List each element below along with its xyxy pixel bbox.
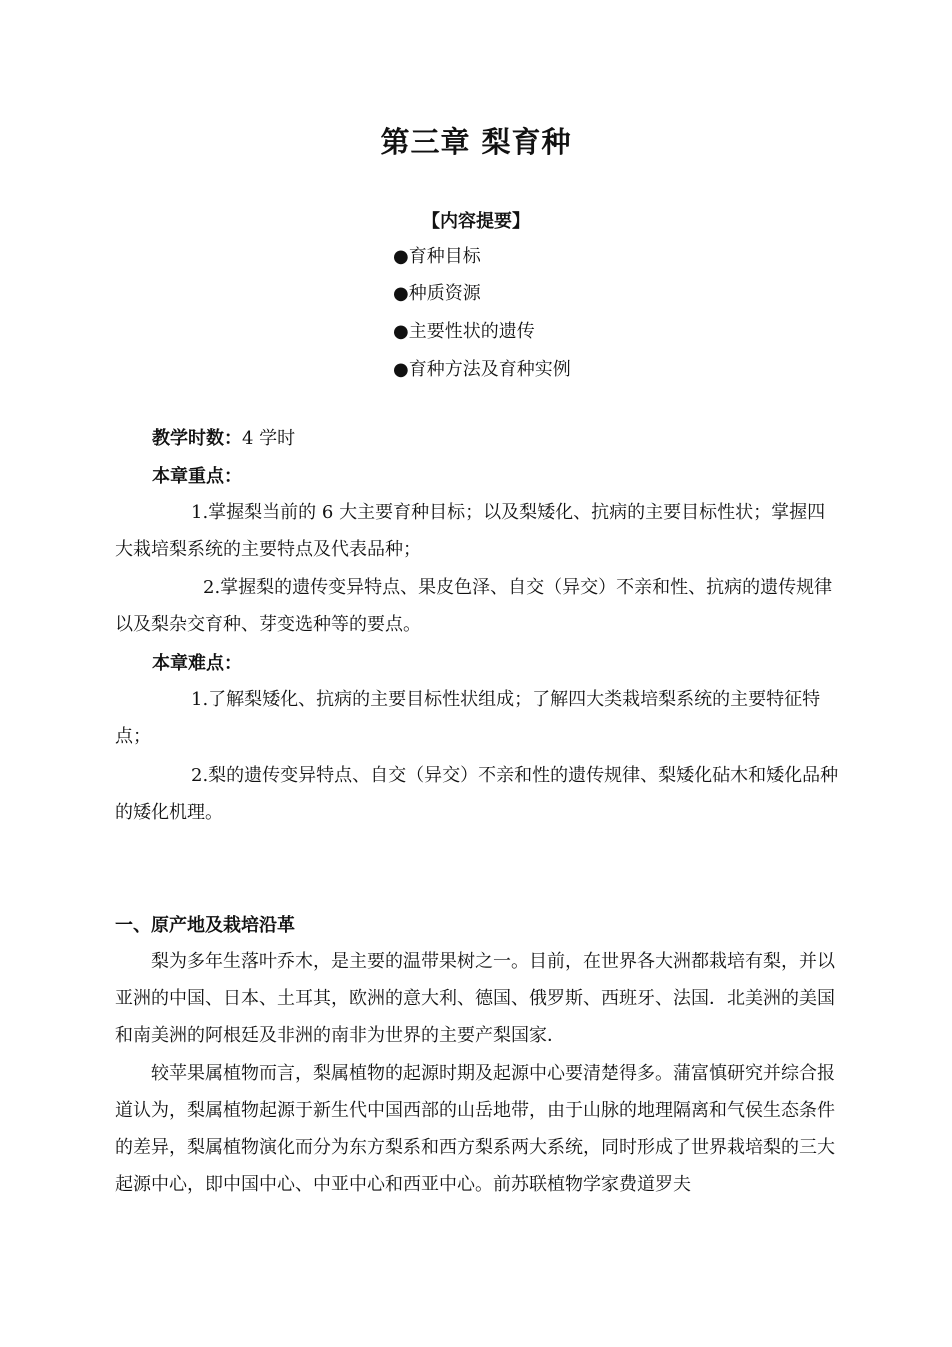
difficult-point-1: 1.了解梨矮化、抗病的主要目标性状组成；了解四大类栽培梨系统的主要特征特点； — [115, 689, 821, 747]
difficult-points-label: 本章难点： — [152, 653, 242, 674]
difficult-point-2: 2.梨的遗传变异特点、自交（异交）不亲和性的遗传规律、梨矮化砧木和矮化品种的矮化机理。 — [115, 765, 839, 823]
key-points-label: 本章重点： — [152, 466, 242, 487]
section-heading: 一、原产地及栽培沿革 — [115, 915, 295, 936]
summary-heading: 【内容提要】 — [422, 211, 530, 232]
key-point-2: 2.掌握梨的遗传变异特点、果皮色泽、自交（异交）不亲和性、抗病的遗传规律以及梨杂交育种、芽变选种等的要点。 — [115, 577, 833, 635]
teaching-hours-label: 教学时数： — [152, 428, 242, 449]
summary-item: ●种质资源 — [393, 283, 481, 304]
teaching-hours — [152, 427, 295, 451]
body-paragraph: 较苹果属植物而言，梨属植物的起源时期及起源中心要清楚得多。蒲富慎研究并综合报道认为，梨属植物起源于新生代中国西部的山岳地带，由于山脉的地理隔离和气侯生态条件的差异，梨属植物演化而分为东方梨系和西方梨系两大系统，同时形成了世界栽培梨的三大起源中心，即中国中心、中亚中心和西亚中心。前苏联植物学家费道罗夫 — [115, 1063, 835, 1195]
body-paragraph: 梨为多年生落叶乔木，是主要的温带果树之一。目前，在世界各大洲都栽培有梨，并以亚洲的中国、日本、土耳其，欧洲的意大利、德国、俄罗斯、西班牙、法国．北美洲的美国和南美洲的阿根廷及非洲的南非为世界的主要产梨国家． — [115, 951, 835, 1046]
chapter-title: 第三章 梨育种 — [380, 125, 572, 159]
teaching-hours-value: 4 学时 — [242, 428, 296, 449]
summary-item: ●育种方法及育种实例 — [393, 359, 571, 380]
summary-item: ●主要性状的遗传 — [393, 321, 535, 342]
summary-item: ●育种目标 — [393, 246, 481, 267]
key-point-1: 1.掌握梨当前的 6 大主要育种目标；以及梨矮化、抗病的主要目标性状；掌握四大栽培梨系统的主要特点及代表品种； — [115, 502, 826, 560]
